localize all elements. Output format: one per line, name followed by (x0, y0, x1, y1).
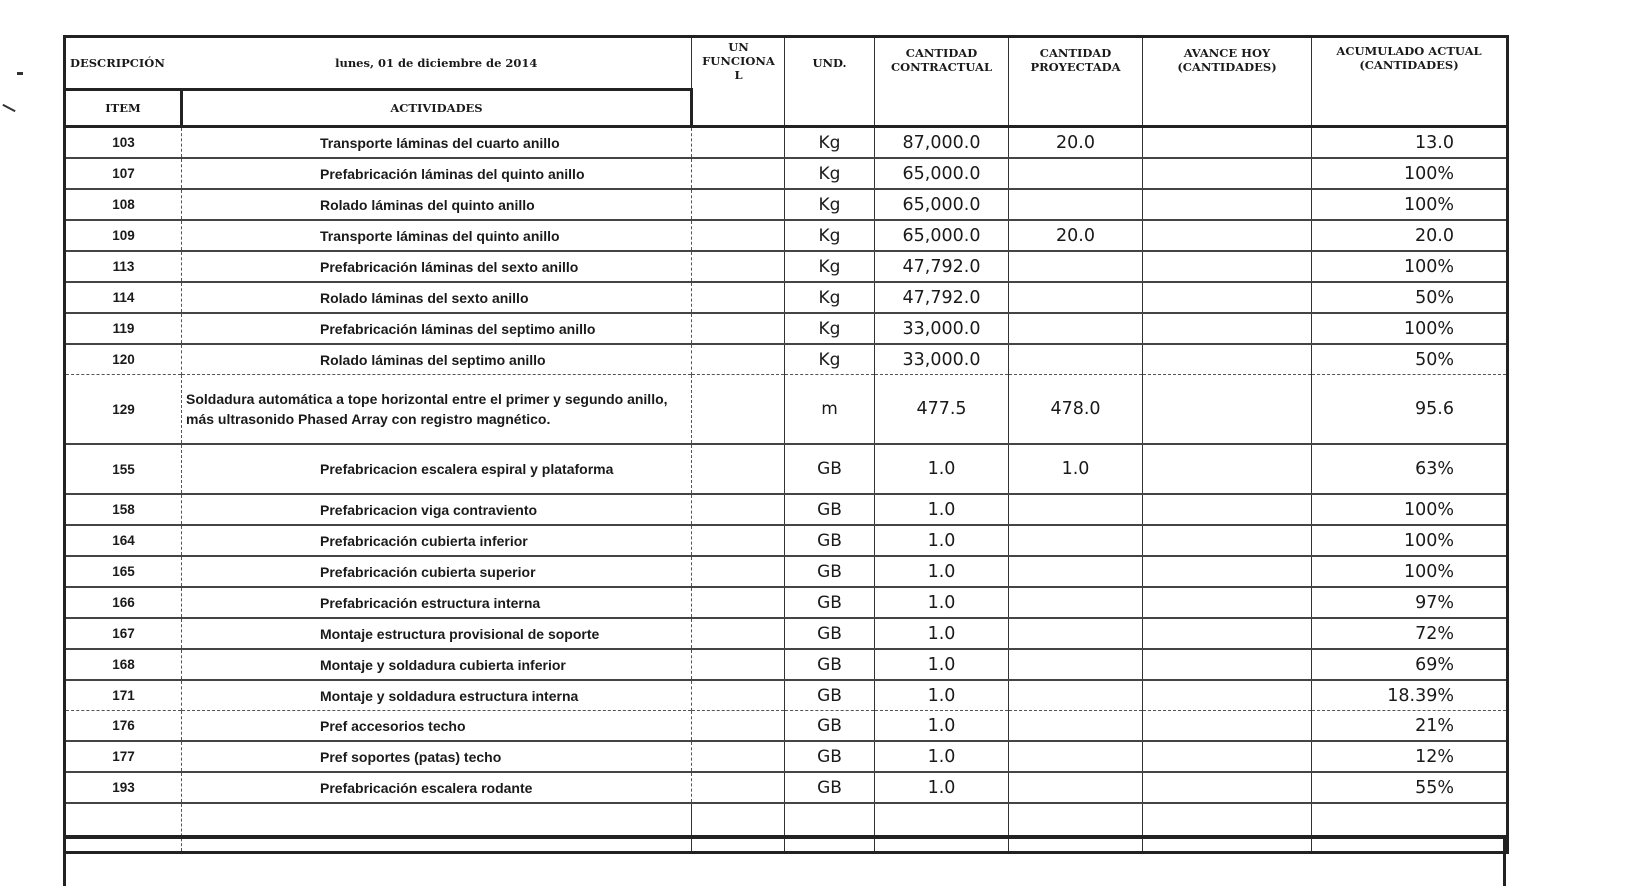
table-row (65, 494, 1508, 525)
und-cell: GB (785, 556, 875, 587)
un-funcional-header (692, 37, 785, 127)
und-cell: Kg (785, 282, 875, 313)
und-cell: GB (785, 711, 875, 742)
descripcion-header: DESCRIPCIÓN (65, 37, 182, 90)
cantidad-contractual-cell: 33,000.0 (875, 344, 1009, 375)
un-funcional-cell (692, 313, 785, 344)
cantidad-contractual-cell: 1.0 (875, 741, 1009, 772)
acumulado-actual-cell: 100% (1312, 525, 1508, 556)
cantidad-contractual-cell: 1.0 (875, 494, 1009, 525)
item-cell: 114 (65, 282, 182, 313)
und-cell: Kg (785, 189, 875, 220)
un-funcional-cell (692, 189, 785, 220)
cantidad-proyectada-cell: 478.0 (1009, 375, 1143, 445)
cantidad-proyectada-cell (1009, 680, 1143, 711)
cantidad-contractual-cell: 47,792.0 (875, 282, 1009, 313)
cantidad-proyectada-cell (1009, 313, 1143, 344)
actividad-cell: Pref soportes (patas) techo (182, 741, 692, 772)
cantidad-contractual-cell: 47,792.0 (875, 251, 1009, 282)
table-row (65, 313, 1508, 344)
cantidad-proyectada-cell (1009, 741, 1143, 772)
table-row (65, 282, 1508, 313)
und-cell: Kg (785, 220, 875, 251)
cantidad-contractual-cell: 1.0 (875, 444, 1009, 494)
avance-hoy-cell (1143, 158, 1312, 189)
acumulado-actual-cell: 13.0 (1312, 127, 1508, 159)
un-funcional-cell (692, 375, 785, 445)
header-row (65, 37, 1508, 90)
und-cell: GB (785, 494, 875, 525)
item-cell: 129 (65, 375, 182, 445)
actividad-cell: Prefabricación láminas del sexto anillo (182, 251, 692, 282)
report-date: lunes, 01 de diciembre de 2014 (182, 37, 692, 90)
cantidad-proyectada-cell (1009, 344, 1143, 375)
blank-row (65, 803, 1508, 853)
item-cell: 103 (65, 127, 182, 159)
table-row (65, 556, 1508, 587)
item-cell: 119 (65, 313, 182, 344)
cantidad-proyectada-cell (1009, 525, 1143, 556)
acumulado-actual-cell: 18.39% (1312, 680, 1508, 711)
acumulado-actual-cell: 95.6 (1312, 375, 1508, 445)
avance-hoy-cell (1143, 525, 1312, 556)
avance-hoy-cell (1143, 618, 1312, 649)
un-funcional-cell (692, 127, 785, 159)
blank-cell (692, 803, 785, 853)
un-funcional-cell (692, 587, 785, 618)
avance-hoy-cell (1143, 494, 1312, 525)
item-cell: 177 (65, 741, 182, 772)
cantidad-contractual-cell: 33,000.0 (875, 313, 1009, 344)
und-cell: GB (785, 587, 875, 618)
table-row (65, 251, 1508, 282)
acumulado-actual-cell: 50% (1312, 344, 1508, 375)
table-row (65, 772, 1508, 803)
blank-cell (182, 803, 692, 853)
bottom-section-border (63, 835, 1506, 839)
und-cell: GB (785, 649, 875, 680)
table-row (65, 189, 1508, 220)
und-cell: GB (785, 525, 875, 556)
cantidad-proyectada-cell: 20.0 (1009, 127, 1143, 159)
table-row (65, 344, 1508, 375)
und-cell: Kg (785, 158, 875, 189)
cantidad-contractual-cell: 1.0 (875, 525, 1009, 556)
un-funcional-cell (692, 251, 785, 282)
item-cell: 171 (65, 680, 182, 711)
un-funcional-cell (692, 680, 785, 711)
blank-cell (875, 803, 1009, 853)
cantidad-proyectada-header: CANTIDAD PROYECTADA (1009, 37, 1143, 127)
cantidad-proyectada-cell: 20.0 (1009, 220, 1143, 251)
actividad-cell: Soldadura automática a tope horizontal entre el primer y segundo anillo, más ultrasonido Phased Array con registro magnético. (182, 375, 692, 445)
und-cell: Kg (785, 127, 875, 159)
actividad-cell: Montaje y soldadura cubierta inferior (182, 649, 692, 680)
cantidad-contractual-cell: 1.0 (875, 649, 1009, 680)
cantidad-contractual-cell: 87,000.0 (875, 127, 1009, 159)
cantidad-contractual-cell: 1.0 (875, 618, 1009, 649)
avance-hoy-cell (1143, 680, 1312, 711)
un-funcional-cell (692, 220, 785, 251)
item-cell: 108 (65, 189, 182, 220)
un-funcional-cell (692, 711, 785, 742)
avance-hoy-cell (1143, 251, 1312, 282)
avance-hoy-cell (1143, 556, 1312, 587)
avance-hoy-cell (1143, 127, 1312, 159)
table-row (65, 158, 1508, 189)
item-cell: 107 (65, 158, 182, 189)
un-funcional-cell (692, 618, 785, 649)
un-funcional-cell (692, 444, 785, 494)
actividad-cell: Rolado láminas del sexto anillo (182, 282, 692, 313)
und-cell: Kg (785, 344, 875, 375)
blank-cell (65, 803, 182, 853)
cantidad-proyectada-cell (1009, 772, 1143, 803)
un-funcional-cell (692, 772, 785, 803)
item-cell: 166 (65, 587, 182, 618)
acumulado-actual-cell: 100% (1312, 189, 1508, 220)
un-funcional-cell (692, 525, 785, 556)
table-row (65, 525, 1508, 556)
actividad-cell: Pref accesorios techo (182, 711, 692, 742)
bottom-section-right-border (1503, 835, 1506, 886)
item-cell: 193 (65, 772, 182, 803)
actividades-header: ACTIVIDADES (182, 90, 692, 127)
un-funcional-cell (692, 741, 785, 772)
activities-progress-table (63, 35, 1509, 854)
acumulado-actual-cell: 100% (1312, 313, 1508, 344)
table-row (65, 444, 1508, 494)
actividad-cell: Transporte láminas del quinto anillo (182, 220, 692, 251)
avance-hoy-cell (1143, 344, 1312, 375)
actividad-cell: Prefabricacion viga contraviento (182, 494, 692, 525)
table-row (65, 375, 1508, 445)
table-row (65, 618, 1508, 649)
avance-hoy-cell (1143, 587, 1312, 618)
cantidad-contractual-cell: 1.0 (875, 711, 1009, 742)
actividad-cell: Prefabricación cubierta inferior (182, 525, 692, 556)
avance-hoy-cell (1143, 189, 1312, 220)
und-cell: GB (785, 680, 875, 711)
acumulado-actual-cell: 100% (1312, 494, 1508, 525)
cantidad-contractual-cell: 65,000.0 (875, 220, 1009, 251)
scan-mark (2, 104, 15, 112)
cantidad-contractual-cell: 477.5 (875, 375, 1009, 445)
item-cell: 176 (65, 711, 182, 742)
avance-hoy-cell (1143, 711, 1312, 742)
blank-cell (785, 803, 875, 853)
cantidad-proyectada-cell (1009, 494, 1143, 525)
actividad-cell: Prefabricación láminas del septimo anillo (182, 313, 692, 344)
table-row (65, 711, 1508, 742)
cantidad-contractual-cell: 1.0 (875, 680, 1009, 711)
und-cell: GB (785, 741, 875, 772)
acumulado-actual-cell: 50% (1312, 282, 1508, 313)
und-cell: Kg (785, 313, 875, 344)
avance-hoy-cell (1143, 313, 1312, 344)
und-header: UND. (785, 37, 875, 127)
und-cell: m (785, 375, 875, 445)
table-row (65, 127, 1508, 159)
acumulado-actual-cell: 63% (1312, 444, 1508, 494)
scan-mark (17, 72, 23, 75)
cantidad-contractual-cell: 65,000.0 (875, 189, 1009, 220)
cantidad-proyectada-cell (1009, 251, 1143, 282)
acumulado-actual-cell: 55% (1312, 772, 1508, 803)
blank-cell (1009, 803, 1143, 853)
item-cell: 165 (65, 556, 182, 587)
und-cell: Kg (785, 251, 875, 282)
un-funcional-label: UN FUNCIONA L (702, 40, 775, 82)
acumulado-actual-cell: 72% (1312, 618, 1508, 649)
acumulado-actual-cell: 100% (1312, 556, 1508, 587)
cantidad-proyectada-cell (1009, 556, 1143, 587)
table-row (65, 220, 1508, 251)
un-funcional-cell (692, 158, 785, 189)
und-cell: GB (785, 444, 875, 494)
actividad-cell: Rolado láminas del septimo anillo (182, 344, 692, 375)
cantidad-contractual-cell: 1.0 (875, 556, 1009, 587)
acumulado-actual-cell: 100% (1312, 158, 1508, 189)
un-funcional-cell (692, 649, 785, 680)
cantidad-contractual-cell: 1.0 (875, 587, 1009, 618)
avance-hoy-cell (1143, 649, 1312, 680)
actividad-cell: Rolado láminas del quinto anillo (182, 189, 692, 220)
acumulado-actual-cell: 97% (1312, 587, 1508, 618)
item-cell: 113 (65, 251, 182, 282)
avance-hoy-cell (1143, 741, 1312, 772)
actividad-cell: Prefabricación cubierta superior (182, 556, 692, 587)
actividad-cell: Prefabricacion escalera espiral y plataforma (182, 444, 692, 494)
acumulado-actual-header: ACUMULADO ACTUAL (CANTIDADES) (1312, 37, 1508, 127)
avance-hoy-header: AVANCE HOY (CANTIDADES) (1143, 37, 1312, 127)
avance-hoy-cell (1143, 772, 1312, 803)
blank-cell (1312, 803, 1508, 853)
actividad-cell: Montaje y soldadura estructura interna (182, 680, 692, 711)
item-cell: 168 (65, 649, 182, 680)
blank-cell (1143, 803, 1312, 853)
actividad-cell: Transporte láminas del cuarto anillo (182, 127, 692, 159)
item-cell: 164 (65, 525, 182, 556)
item-cell: 158 (65, 494, 182, 525)
item-cell: 120 (65, 344, 182, 375)
item-cell: 109 (65, 220, 182, 251)
cantidad-contractual-header: CANTIDAD CONTRACTUAL (875, 37, 1009, 127)
cantidad-proyectada-cell: 1.0 (1009, 444, 1143, 494)
table-row (65, 680, 1508, 711)
avance-hoy-cell (1143, 375, 1312, 445)
table-body (65, 127, 1508, 853)
und-cell: GB (785, 772, 875, 803)
item-cell: 155 (65, 444, 182, 494)
cantidad-proyectada-cell (1009, 649, 1143, 680)
cantidad-proyectada-cell (1009, 282, 1143, 313)
item-cell: 167 (65, 618, 182, 649)
table-row (65, 649, 1508, 680)
cantidad-contractual-cell: 1.0 (875, 772, 1009, 803)
avance-hoy-cell (1143, 444, 1312, 494)
un-funcional-cell (692, 494, 785, 525)
acumulado-actual-cell: 12% (1312, 741, 1508, 772)
acumulado-actual-cell: 21% (1312, 711, 1508, 742)
acumulado-actual-cell: 100% (1312, 251, 1508, 282)
actividad-cell: Prefabricación láminas del quinto anillo (182, 158, 692, 189)
cantidad-proyectada-cell (1009, 158, 1143, 189)
actividad-cell: Prefabricación escalera rodante (182, 772, 692, 803)
item-header: ITEM (65, 90, 182, 127)
avance-hoy-cell (1143, 220, 1312, 251)
table-row (65, 741, 1508, 772)
cantidad-proyectada-cell (1009, 189, 1143, 220)
cantidad-proyectada-cell (1009, 587, 1143, 618)
un-funcional-cell (692, 282, 785, 313)
cantidad-proyectada-cell (1009, 711, 1143, 742)
und-cell: GB (785, 618, 875, 649)
un-funcional-cell (692, 556, 785, 587)
bottom-section-left-border (63, 835, 66, 886)
table-row (65, 587, 1508, 618)
acumulado-actual-cell: 20.0 (1312, 220, 1508, 251)
acumulado-actual-cell: 69% (1312, 649, 1508, 680)
actividad-cell: Montaje estructura provisional de soporte (182, 618, 692, 649)
cantidad-proyectada-cell (1009, 618, 1143, 649)
actividad-cell: Prefabricación estructura interna (182, 587, 692, 618)
cantidad-contractual-cell: 65,000.0 (875, 158, 1009, 189)
un-funcional-cell (692, 344, 785, 375)
avance-hoy-cell (1143, 282, 1312, 313)
